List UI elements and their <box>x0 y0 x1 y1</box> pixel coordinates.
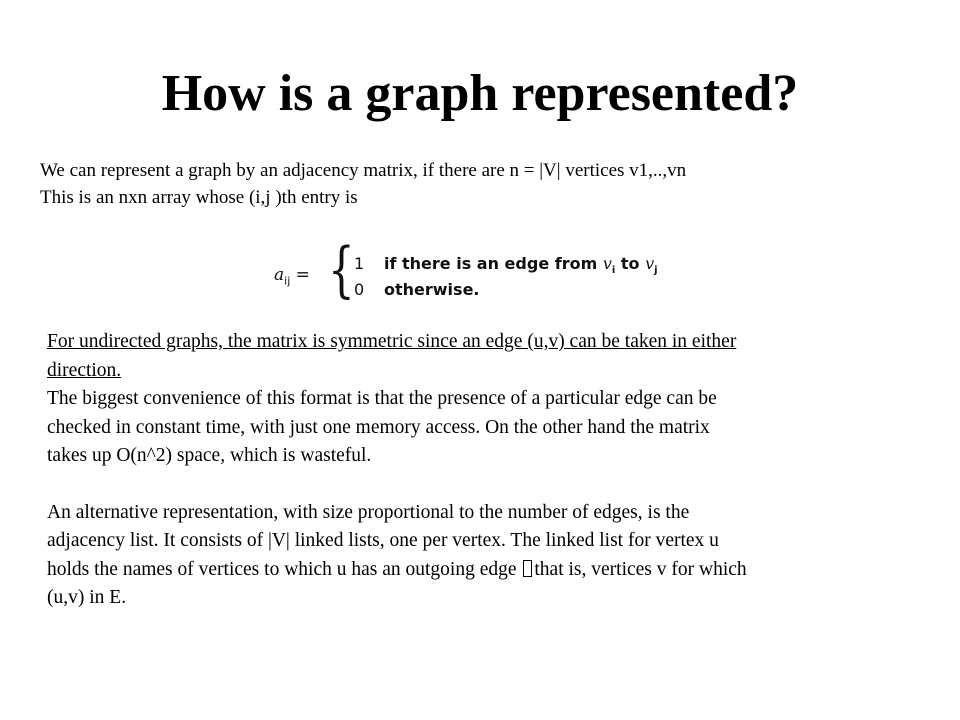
formula-case-1-sub-i: i <box>611 265 616 277</box>
missing-glyph-icon <box>523 560 532 577</box>
convenience-line-2: checked in constant time, with just one memory access. On the other hand the matrix <box>47 416 710 438</box>
formula-left-brace: { <box>328 235 355 305</box>
undirected-line-2: direction. <box>47 359 122 381</box>
convenience-line-3: takes up O(n^2) space, which is wasteful. <box>47 445 372 466</box>
formula-case-1-sub-j: j <box>654 265 658 277</box>
formula-case-1-var-i: v <box>602 254 612 273</box>
undirected-line-1: For undirected graphs, the matrix is symmetric since an edge (u,v) can be taken in either <box>47 331 737 352</box>
alternative-line-1: An alternative representation, with size proportional to the number of edges, is the <box>47 501 690 523</box>
intro-line-2: This is an nxn array whose (i,j )th entry is <box>40 187 358 208</box>
formula-case-2-text: otherwise. <box>384 280 480 299</box>
alternative-line-3 <box>47 556 917 585</box>
alternative-line-3-start: holds the names of vertices to which u has an outgoing edge <box>47 558 517 580</box>
intro-text <box>40 157 920 211</box>
formula-case-1-text: if there is an edge from <box>384 254 598 273</box>
convenience-line-1: The biggest convenience of this format is that the presence of a particular edge can be <box>47 388 717 409</box>
body-text <box>47 328 917 613</box>
slide-title: How is a graph represented? <box>161 65 799 122</box>
formula-case-2 <box>354 280 480 299</box>
formula-equals: = <box>295 265 310 285</box>
formula-case-1-var-j: v <box>645 254 655 273</box>
alternative-line-4: (u,v) in E. <box>47 587 127 608</box>
formula-case-1-value: 1 <box>354 254 365 273</box>
formula-lhs-symbol: a <box>274 265 285 285</box>
formula-case-1 <box>354 254 658 276</box>
alternative-line-2: adjacency list. It consists of |V| linked lists, one per vertex. The linked list for vertex u <box>47 530 719 551</box>
formula-case-1-to: to <box>620 254 640 273</box>
adjacency-formula <box>274 235 704 308</box>
paragraph-gap <box>47 471 917 499</box>
intro-line-1: We can represent a graph by an adjacency matrix, if there are n = |V| vertices v1,..,vn <box>40 160 687 181</box>
formula-lhs <box>274 265 310 287</box>
alternative-line-3-end: that is, vertices v for which <box>534 558 747 580</box>
formula-case-2-value: 0 <box>354 280 365 299</box>
formula-lhs-subscript: ij <box>284 274 291 288</box>
